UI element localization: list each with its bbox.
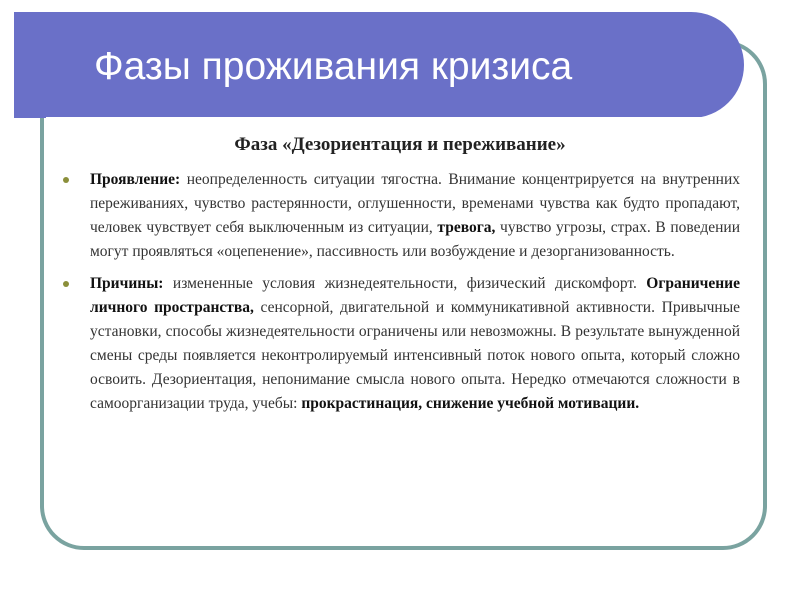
bullet-causes: [90, 272, 740, 416]
bullet-bold-text: прокрастинация, снижение учебной мотивации.: [297, 395, 640, 412]
bullet-label: Проявление:: [90, 171, 181, 188]
title-banner: [14, 12, 744, 118]
bullet-dot-icon: [63, 281, 69, 287]
bullet-text: сенсорной, двигательной и коммуникативной активности. Привычные установки, способы жизнедеятельности ограничены или невозможны. В результате вынужденной смены среды появляется неконтролируемый интенсивный поток нового опыта, который сложно освоить. Дезориентация, непонимание смысла нового опыта. Нередко отмечаются сложности в самоорганизации труда, учебы:: [90, 299, 740, 412]
title-underline: [46, 117, 734, 119]
bullet-text: чувство угрозы, страх. В поведении могут проявляться «оцепенение», пассивность или возбуждение и дезорганизованность.: [90, 219, 740, 260]
bullet-bold-text: Ограничение личного пространства,: [90, 275, 740, 316]
phase-subtitle: Фаза «Дезориентация и переживание»: [234, 134, 566, 155]
bullet-dot-icon: [63, 177, 69, 183]
bullet-bold-text: тревога,: [432, 219, 496, 236]
slide-title: Фазы проживания кризиса: [94, 45, 573, 88]
bullet-text: неопределенность ситуации тягостна. Внимание концентрируется на внутренних переживаниях, чувство растерянности, оглушенности, временами чувства как будто пропадают, человек чувствует себя выключенным из ситуации,: [90, 171, 740, 236]
bullet-label: Причины:: [90, 275, 164, 292]
bullet-list: [90, 168, 740, 424]
bullet-manifestation: [90, 168, 740, 264]
bullet-text: измененные условия жизнедеятельности, физический дискомфорт.: [163, 275, 637, 292]
